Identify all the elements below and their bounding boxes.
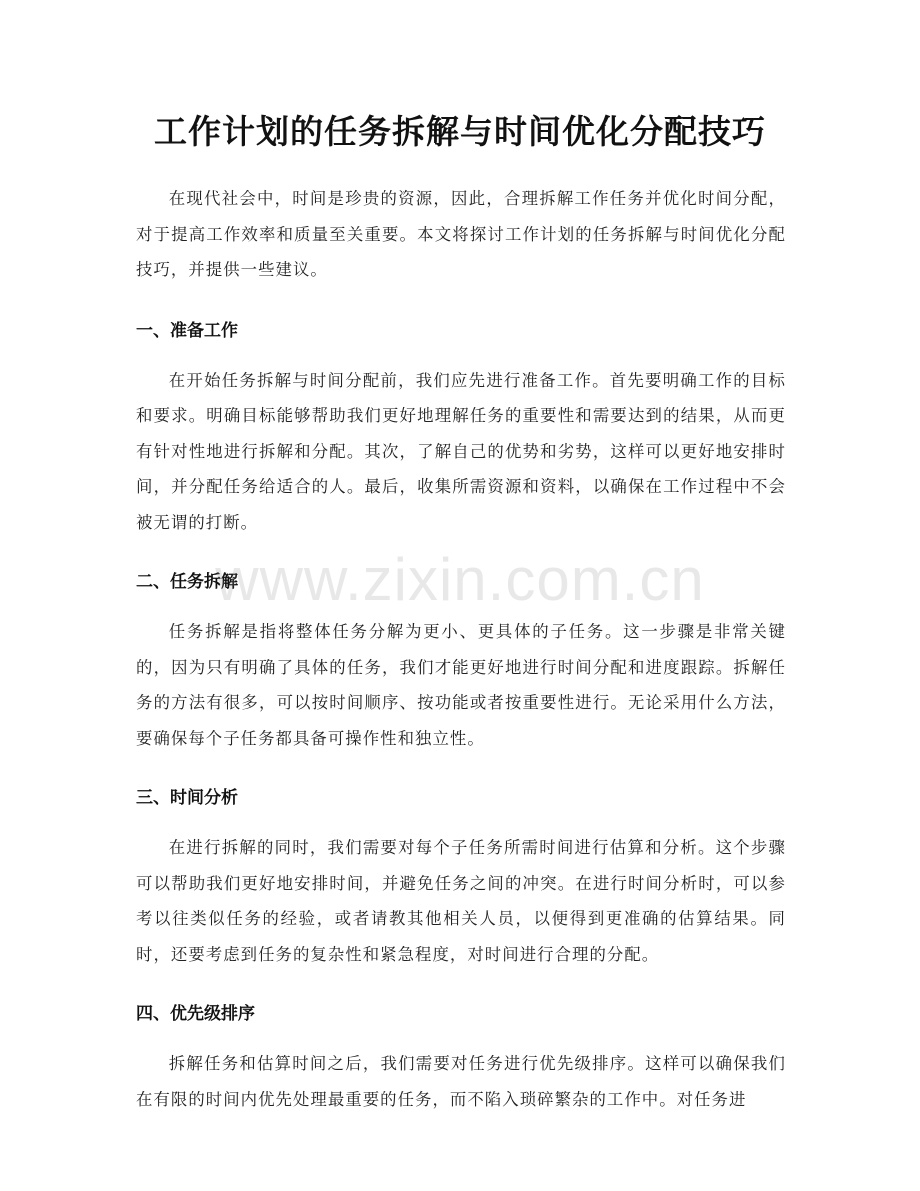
section-heading-time-analysis: 三、时间分析: [136, 788, 238, 808]
section-heading-priority: 四、优先级排序: [136, 1004, 255, 1024]
document-body: [136, 181, 786, 1117]
section-heading-task-breakdown: 二、任务拆解: [136, 572, 238, 592]
section-paragraph-priority: 拆解任务和估算时间之后，我们需要对任务进行优先级排序。这样可以确保我们在有限的时间内优先处理最重要的任务，而不陷入琐碎繁杂的工作中。对任务进: [136, 1054, 786, 1109]
watermark: www.zixin.com.cn: [215, 546, 705, 613]
section-paragraph-task-breakdown: 任务拆解是指将整体任务分解为更小、更具体的子任务。这一步骤是非常关键的，因为只有明确了具体的任务，我们才能更好地进行时间分配和进度跟踪。拆解任务的方法有很多，可以按时间顺序、按功能或者按重要性进行。无论采用什么方法，要确保每个子任务都具备可操作性和独立性。: [136, 622, 786, 748]
section-heading-preparation: 一、准备工作: [136, 320, 238, 341]
section-paragraph-preparation: 在开始任务拆解与时间分配前，我们应先进行准备工作。首先要明确工作的目标和要求。明确目标能够帮助我们更好地理解任务的重要性和需要达到的结果，从而更有针对性地进行拆解和分配。其次，了解自己的优势和劣势，这样可以更好地安排时间，并分配任务给适合的人。最后，收集所需资源和资料，以确保在工作过程中不会被无谓的打断。: [136, 370, 786, 532]
section-paragraph-time-analysis: 在进行拆解的同时，我们需要对每个子任务所需时间进行估算和分析。这个步骤可以帮助我们更好地安排时间，并避免任务之间的冲突。在进行时间分析时，可以参考以往类似任务的经验，或者请教其他相关人员，以便得到更准确的估算结果。同时，还要考虑到任务的复杂性和紧急程度，对时间进行合理的分配。: [136, 838, 786, 964]
intro-paragraph: 在现代社会中，时间是珍贵的资源，因此，合理拆解工作任务并优化时间分配，对于提高工作效率和质量至关重要。本文将探讨工作计划的任务拆解与时间优化分配技巧，并提供一些建议。: [136, 189, 786, 279]
document-title: 工作计划的任务拆解与时间优化分配技巧: [154, 112, 766, 151]
